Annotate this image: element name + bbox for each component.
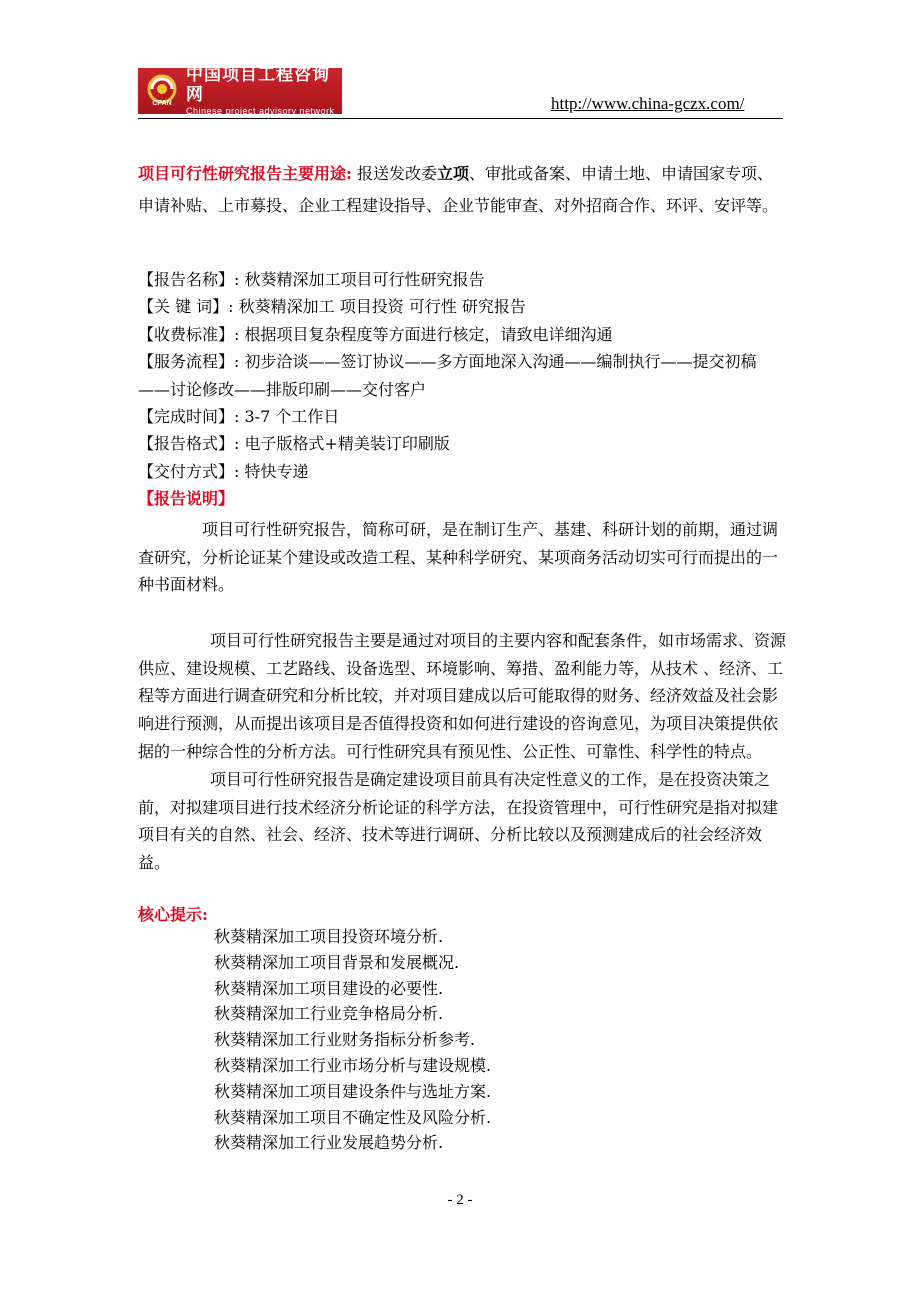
core-tip-item: 秋葵精深加工行业发展趋势分析.: [214, 1133, 444, 1153]
note-paragraph-1: 项目可行性研究报告，简称可研，是在制订生产、基建、科研计划的前期，通过调查研究，分析论证某个建设或改造工程、某种科学研究、某项商务活动切实可行而提出的一种书面材料。: [138, 520, 779, 595]
core-tips-list: [214, 924, 491, 1156]
page-number: - 2 -: [447, 1192, 473, 1208]
meta-fee: 【收费标准】: 根据项目复杂程度等方面进行核定，请致电详细沟通: [138, 324, 613, 344]
logo-emblem-icon: [144, 73, 180, 109]
logo-badge-text: CPAN: [152, 100, 172, 107]
core-tip-item: 秋葵精深加工行业市场分析与建设规模.: [214, 1055, 492, 1075]
site-logo[interactable]: [138, 65, 342, 116]
meta-delivery: 【交付方式】: 特快专递: [138, 461, 309, 481]
meta-process: 【服务流程】: 初步洽谈——签订协议——多方面地深入沟通——编制执行——提交初稿——讨论修改——排版印刷——交付客户: [138, 352, 757, 399]
purpose-paragraph: [138, 158, 788, 222]
core-tips-heading: 核心提示:: [138, 905, 208, 924]
purpose-text-bold: 立项: [437, 164, 470, 183]
logo-title-en: Chinese project advisory network: [186, 106, 335, 116]
meta-format: 【报告格式】: 电子版格式+精美装订印刷版: [138, 434, 450, 454]
meta-report-name: 【报告名称】: 秋葵精深加工项目可行性研究报告: [138, 270, 485, 289]
core-tip-item: 秋葵精深加工项目不确定性及风险分析.: [214, 1107, 492, 1127]
logo-text: [186, 65, 342, 117]
report-note-heading: 【报告说明】: [138, 489, 235, 509]
core-tip-item: 秋葵精深加工项目建设的必要性.: [214, 978, 444, 998]
meta-time: 【完成时间】: 3-7 个工作日: [138, 407, 340, 427]
purpose-text-a: 报送发改委: [357, 164, 438, 183]
purpose-label: 项目可行性研究报告主要用途:: [138, 164, 352, 183]
core-tip-item: 秋葵精深加工项目投资环境分析.: [214, 927, 444, 946]
site-url-link[interactable]: http://www.china-gczx.com/: [551, 94, 745, 113]
meta-keywords: 【关 键 词】: 秋葵精深加工 项目投资 可行性 研究报告: [138, 297, 526, 317]
note-paragraph-3: 项目可行性研究报告是确定建设项目前具有决定性意义的工作，是在投资决策之前，对拟建项目进行技术经济分析论证的科学方法，在投资管理中，可行性研究是指对拟建项目有关的自然、社会、经济、技术等进行调研、分析比较以及预测建成后的社会经济效益。: [138, 770, 779, 873]
core-tip-item: 秋葵精深加工项目建设条件与选址方案.: [214, 1081, 492, 1101]
report-meta-list: [138, 266, 788, 513]
header-divider: [138, 118, 783, 119]
core-tip-item: 秋葵精深加工项目背景和发展概况.: [214, 952, 460, 972]
note-paragraph-2: 项目可行性研究报告主要是通过对项目的主要内容和配套条件，如市场需求、资源供应、建设规模、工艺路线、设备选型、环境影响、筹措、盈利能力等，从技术 、经济、工程等方面进行调查研究和分析比较，并对项目建成以后可能取得的财务、经济效益及社会影响进行预测，从而提出该项目是否值得投资和如何进行建设的咨询意见，为项目决策提供依据的一种综合性的分析方法。可行性研究具有预见性、公正性、可靠性、科学性的特点。: [138, 631, 787, 761]
core-tip-item: 秋葵精深加工行业竞争格局分析.: [214, 1004, 444, 1024]
core-tip-item: 秋葵精深加工行业财务指标分析参考.: [214, 1030, 476, 1050]
purpose-text-b: 、审批或备案、申请土地、申请国家专项、申请补贴、上市募投、企业工程建设指导、企业节能审查、对外招商合作、环评、安评等。: [138, 164, 779, 215]
logo-title-cn: 中国项目工程咨询网: [186, 65, 330, 105]
